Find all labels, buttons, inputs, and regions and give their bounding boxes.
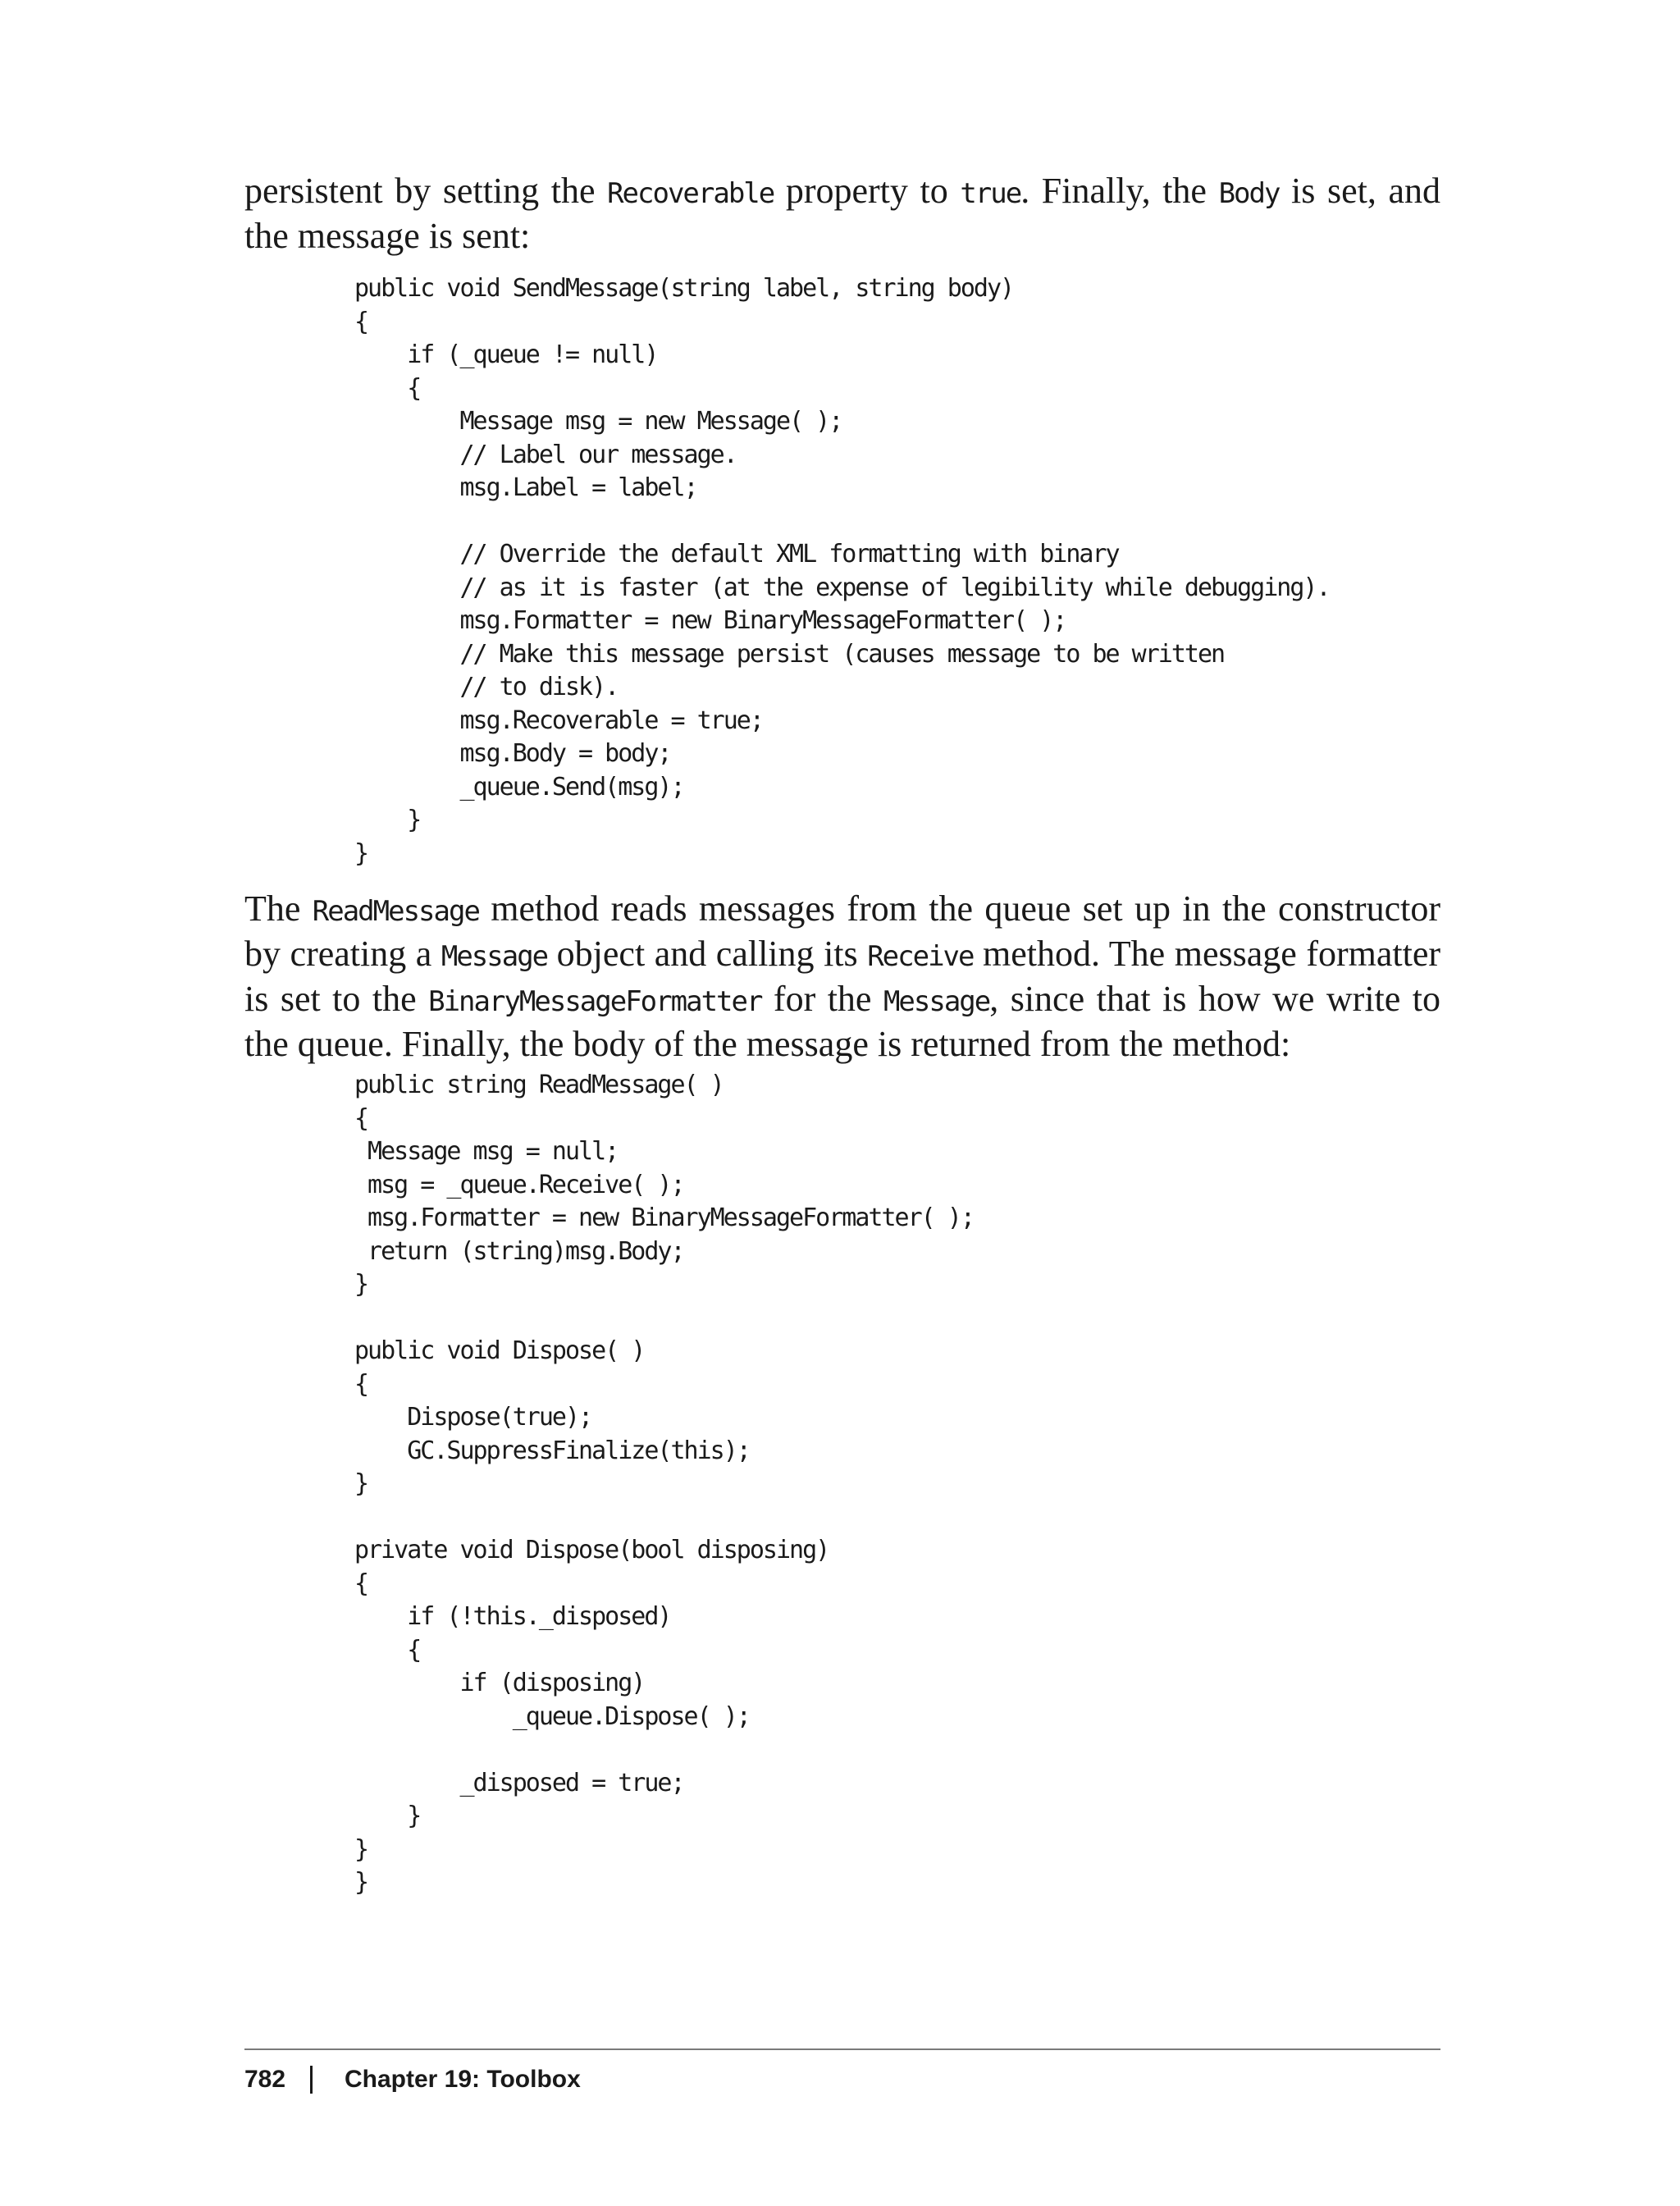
inline-code: Message <box>441 940 548 973</box>
inline-code: ReadMessage <box>312 895 479 928</box>
paragraph-text: object and calling its <box>547 934 868 974</box>
paragraph-text: is set, and the message is sent: <box>244 171 1440 256</box>
paragraph-text: method reads messages from the queue set up in the constructor by creating a <box>244 888 1440 974</box>
footer-rule <box>244 2048 1440 2050</box>
code-listing-send-message: public void SendMessage(string label, string body) { if (_queue != null) { Message msg = new Message( ); // Label our message. msg.Label = label; // Override the default XML formatting with binary // as it is faster (at the expense of legibility while debugging). msg.Formatter = new BinaryMessageFormatter( ); // Make this message persist (causes message to be written // to disk). msg.Recoverable = true; msg.Body = body; _queue.Send(msg); } } <box>354 274 1330 868</box>
paragraph-text: persistent by setting the <box>244 171 608 211</box>
code-listing-read-message: public string ReadMessage( ) { Message msg = null; msg = _queue.Receive( ); msg.Formatter = new BinaryMessageFormatter( ); return (string)msg.Body; } public void Dispose( ) { Dispose(true); GC.SuppressFinalize(this); } private void Dispose(bool disposing) { if (!this._disposed) { if (disposing) _queue.Dispose( ); _disposed = true; } } } <box>354 1071 974 1897</box>
inline-code: Receive <box>867 940 974 973</box>
paragraph-text: property to <box>774 171 961 211</box>
paragraph-text: . Finally, the <box>1020 171 1219 211</box>
inline-code: Recoverable <box>607 177 774 210</box>
paragraph-text: method. The message formatter is set to the <box>244 934 1441 1019</box>
paragraph-intro <box>244 170 1440 257</box>
inline-code: Body <box>1218 177 1280 210</box>
paragraph-read-message <box>244 888 1440 1065</box>
paragraph-text: The <box>244 888 313 929</box>
page-number: 782 <box>244 2066 286 2093</box>
inline-code: Message <box>883 985 990 1018</box>
chapter-title: Chapter 19: Toolbox <box>345 2066 581 2093</box>
footer-separator <box>310 2066 313 2094</box>
inline-code: BinaryMessageFormatter <box>428 985 762 1018</box>
paragraph-text: , since that is how we write to the queue. Finally, the body of the message is returned from the method: <box>244 979 1440 1064</box>
inline-code: true <box>960 177 1021 210</box>
paragraph-text: for the <box>761 979 883 1019</box>
